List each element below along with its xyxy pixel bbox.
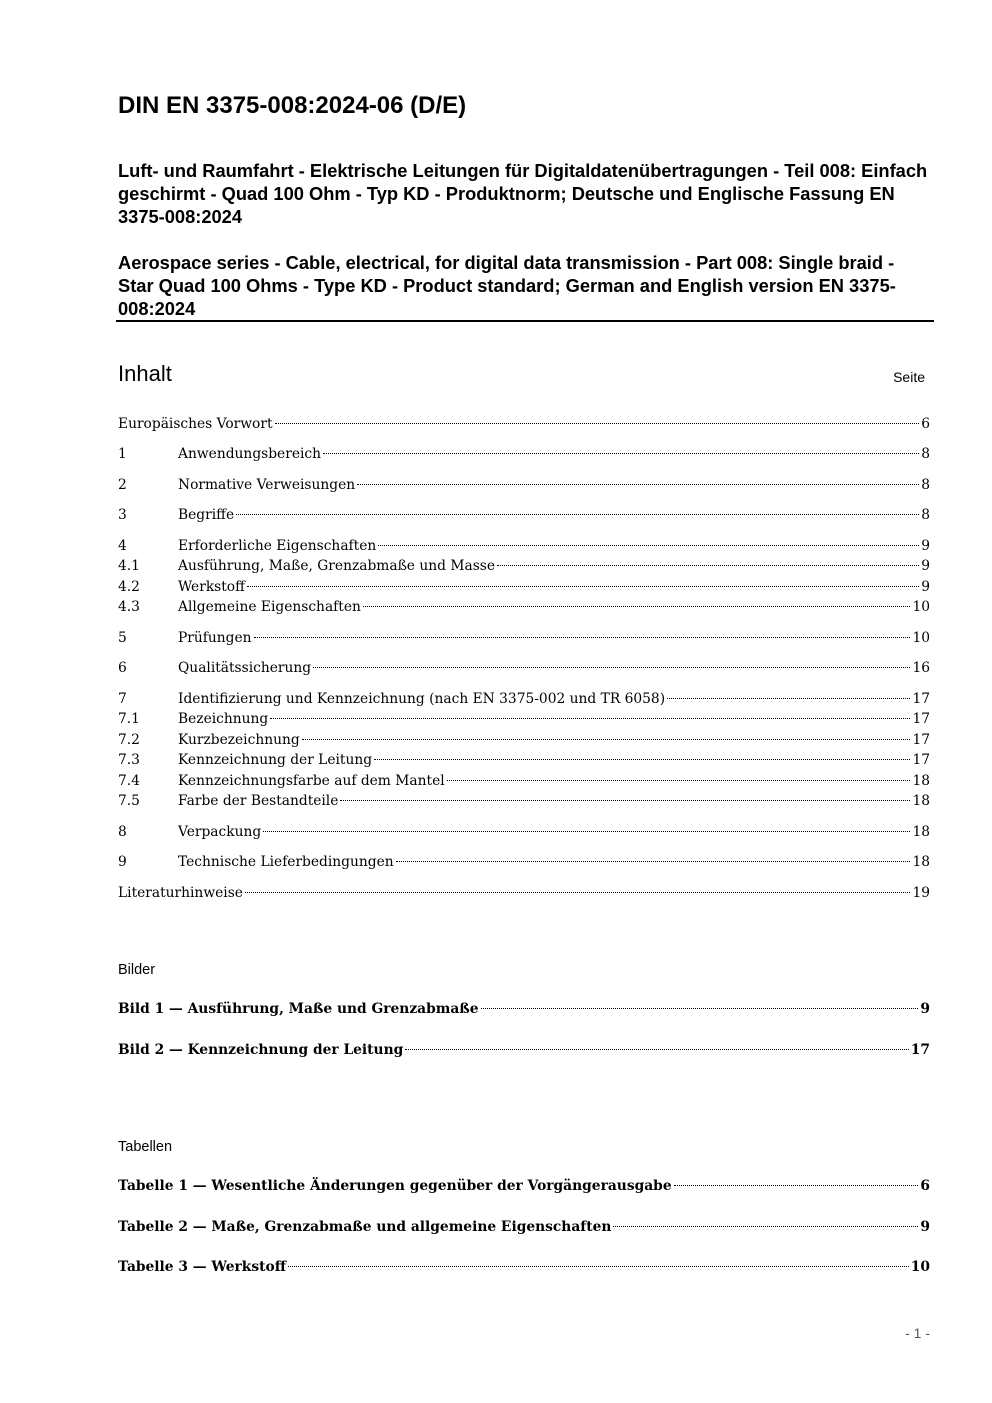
document-id: DIN EN 3375-008:2024-06 (D/E) — [118, 92, 467, 119]
toc-entry-page: 18 — [912, 773, 930, 789]
leader-dots — [275, 422, 920, 424]
table-entry[interactable] — [118, 1176, 930, 1196]
toc-entry[interactable] — [118, 475, 930, 495]
toc-entry[interactable] — [118, 791, 930, 811]
toc-entry-page: 10 — [912, 599, 930, 615]
table-entry-title: Tabelle 1 — Wesentliche Änderungen gegenüber der Vorgängerausgabe — [118, 1178, 672, 1194]
toc-entry-title: Prüfungen — [178, 630, 252, 646]
toc-entry[interactable] — [118, 730, 930, 750]
leader-dots — [667, 697, 910, 699]
toc-entry[interactable] — [118, 597, 930, 617]
toc-entry[interactable] — [118, 577, 930, 597]
leader-dots — [363, 605, 911, 607]
toc-entry-number: 5 — [118, 630, 127, 646]
toc-entry-page: 18 — [912, 793, 930, 809]
toc-entry-page: 9 — [921, 579, 930, 595]
leader-dots — [263, 830, 910, 832]
contents-heading: Inhalt — [118, 361, 172, 386]
toc-entry-number: 7.1 — [118, 711, 140, 727]
toc-entry-title: Werkstoff — [178, 579, 245, 595]
toc-entry-title: Kurzbezeichnung — [178, 732, 300, 748]
toc-entry[interactable] — [118, 536, 930, 556]
toc-entry[interactable] — [118, 556, 930, 576]
toc-entry-number: 7.5 — [118, 793, 140, 809]
toc-entry[interactable] — [118, 822, 930, 842]
table-entry-page: 9 — [920, 1219, 930, 1235]
toc-entry-page: 10 — [912, 630, 930, 646]
leader-dots — [313, 666, 910, 668]
leader-dots — [405, 1048, 909, 1050]
page-column-label: Seite — [893, 369, 925, 385]
toc-entry[interactable] — [118, 689, 930, 709]
toc-entry-title: Begriffe — [178, 507, 235, 523]
leader-dots — [254, 636, 911, 638]
leader-dots — [447, 779, 911, 781]
toc-entry-page: 9 — [921, 538, 930, 554]
toc-entry-title: Farbe der Bestandteile — [178, 793, 339, 809]
toc-entry-number: 4.1 — [118, 558, 140, 574]
leader-dots — [236, 513, 919, 515]
figure-entry-title: Bild 2 — Kennzeichnung der Leitung — [118, 1042, 404, 1058]
toc-entry[interactable] — [118, 414, 930, 434]
toc-entry-page: 6 — [921, 416, 930, 432]
toc-entry-page: 8 — [921, 477, 930, 493]
leader-dots — [481, 1007, 919, 1009]
tables-heading: Tabellen — [118, 1139, 173, 1155]
title-english: Aerospace series - Cable, electrical, for digital data transmission - Part 008: Single braid - Star Quad 100 Ohms - Type KD - Product standard; German and English version EN 3375-008:2024 — [118, 252, 896, 319]
toc-entry-page: 17 — [912, 752, 930, 768]
toc-entry-number: 7.4 — [118, 773, 140, 789]
toc-entry[interactable] — [118, 883, 930, 903]
toc-entry-number: 9 — [118, 854, 127, 870]
toc-entry-title: Literaturhinweise — [118, 885, 243, 901]
table-entry-title: Tabelle 3 — Werkstoff — [118, 1259, 287, 1275]
toc-entry-number: 6 — [118, 660, 127, 676]
leader-dots — [357, 483, 919, 485]
toc-entry[interactable] — [118, 750, 930, 770]
toc-entry[interactable] — [118, 852, 930, 872]
toc-entry-number: 4.2 — [118, 579, 140, 595]
toc-entry-number: 3 — [118, 507, 127, 523]
figure-entry[interactable] — [118, 1040, 930, 1060]
toc-entry-page: 17 — [912, 711, 930, 727]
toc-entry[interactable] — [118, 709, 930, 729]
toc-entry-number: 4.3 — [118, 599, 140, 615]
leader-dots — [323, 452, 919, 454]
leader-dots — [245, 891, 910, 893]
toc-entry-number: 4 — [118, 538, 127, 554]
toc-entry-page: 17 — [912, 732, 930, 748]
toc-entry-title: Identifizierung und Kennzeichnung (nach EN 3375-002 und TR 6058) — [178, 691, 666, 707]
toc-entry-title: Bezeichnung — [178, 711, 269, 727]
figure-entry-page: 9 — [920, 1001, 930, 1017]
figure-entry-title: Bild 1 — Ausführung, Maße und Grenzabmaße — [118, 1001, 479, 1017]
leader-dots — [270, 717, 910, 719]
leader-dots — [497, 564, 919, 566]
toc-entry-number: 7.3 — [118, 752, 140, 768]
toc-entry-title: Anwendungsbereich — [178, 446, 322, 462]
toc-entry-title: Normative Verweisungen — [178, 477, 356, 493]
leader-dots — [613, 1225, 918, 1227]
leader-dots — [374, 758, 910, 760]
table-entry[interactable] — [118, 1217, 930, 1237]
toc-entry-page: 19 — [912, 885, 930, 901]
toc-entry-page: 18 — [912, 854, 930, 870]
toc-entry-number: 1 — [118, 446, 127, 462]
toc-entry[interactable] — [118, 628, 930, 648]
toc-entry-page: 9 — [921, 558, 930, 574]
toc-entry-page: 8 — [921, 507, 930, 523]
toc-entry-title: Allgemeine Eigenschaften — [178, 599, 361, 615]
figure-entry[interactable] — [118, 999, 930, 1019]
toc-entry-page: 16 — [912, 660, 930, 676]
toc-entry-page: 17 — [912, 691, 930, 707]
figure-entry-page: 17 — [910, 1042, 930, 1058]
table-entry-page: 6 — [920, 1178, 930, 1194]
table-entry-page: 10 — [910, 1259, 930, 1275]
toc-entry-number: 8 — [118, 824, 127, 840]
toc-entry-title: Europäisches Vorwort — [118, 416, 273, 432]
table-entry[interactable] — [118, 1257, 930, 1277]
toc-entry-number: 2 — [118, 477, 127, 493]
leader-dots — [302, 738, 911, 740]
toc-entry-title: Kennzeichnungsfarbe auf dem Mantel — [178, 773, 445, 789]
figures-heading: Bilder — [118, 962, 156, 978]
toc-entry[interactable] — [118, 444, 930, 464]
toc-entry[interactable] — [118, 771, 930, 791]
leader-dots — [378, 544, 919, 546]
title-divider — [116, 320, 934, 322]
toc-entry-title: Verpackung — [178, 824, 262, 840]
toc-entry-number: 7.2 — [118, 732, 140, 748]
leader-dots — [340, 799, 910, 801]
toc-entry-page: 18 — [912, 824, 930, 840]
leader-dots — [288, 1265, 909, 1267]
leader-dots — [247, 585, 919, 587]
toc-entry-number: 7 — [118, 691, 127, 707]
leader-dots — [674, 1184, 919, 1186]
leader-dots — [396, 860, 911, 862]
toc-entry-page: 8 — [921, 446, 930, 462]
toc-entry-title: Technische Lieferbedingungen — [178, 854, 394, 870]
title-german: Luft- und Raumfahrt - Elektrische Leitungen für Digitaldatenübertragungen - Teil 008: Einfach geschirmt - Quad 100 Ohm - Typ KD - Produktnorm; Deutsche und Englische Fassung EN 3375-008:2024 — [118, 160, 928, 227]
toc-entry-title: Ausführung, Maße, Grenzabmaße und Masse — [178, 558, 496, 574]
page-number: - 1 - — [905, 1325, 930, 1341]
toc-entry[interactable] — [118, 658, 930, 678]
table-entry-title: Tabelle 2 — Maße, Grenzabmaße und allgemeine Eigenschaften — [118, 1219, 612, 1235]
toc-entry-title: Kennzeichnung der Leitung — [178, 752, 373, 768]
toc-entry-title: Erforderliche Eigenschaften — [178, 538, 377, 554]
toc-entry[interactable] — [118, 505, 930, 525]
toc-entry-title: Qualitätssicherung — [178, 660, 312, 676]
